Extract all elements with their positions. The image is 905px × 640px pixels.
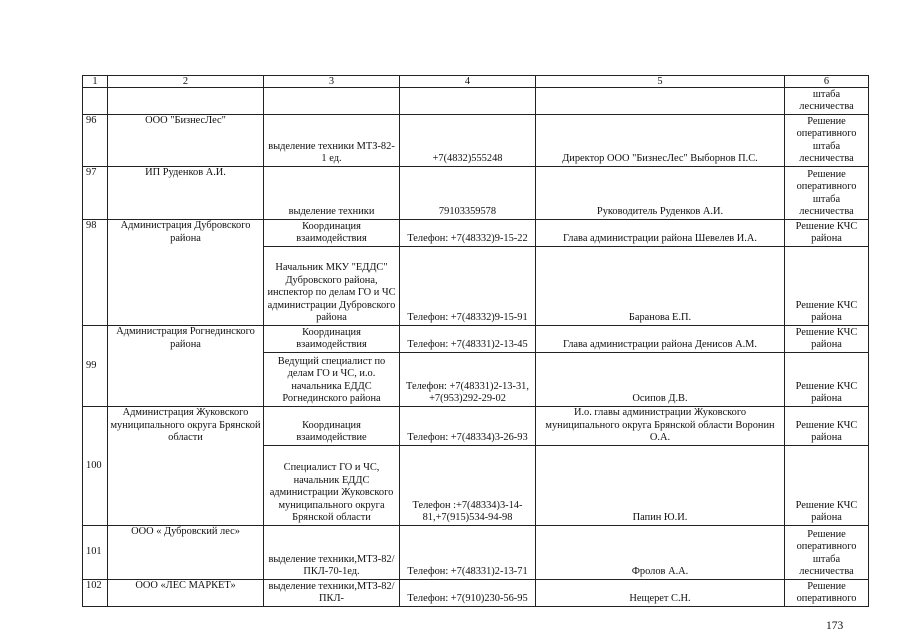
organization-cell: Администрация Жуковского муниципального округа Брянской области: [108, 407, 264, 526]
contact-cell: Директор ООО "БизнесЛес" Выборнов П.С.: [536, 115, 785, 167]
task-cell: Специалист ГО и ЧС, начальник ЕДДС администрации Жуковского муниципального округа Брянской области: [264, 446, 400, 526]
decision-cell: Решение оперативного штаба лесничества: [785, 167, 869, 220]
task-cell: выделение техники: [264, 167, 400, 220]
decision-cell: Решение оперативного штаба лесничества: [785, 115, 869, 167]
task-cell: выделение техники МТЗ-82-1 ед.: [264, 115, 400, 167]
table-row: [83, 580, 869, 607]
phone-cell: 79103359578: [400, 167, 536, 220]
phone-cell: Телефон: +7(48331)2-13-71: [400, 526, 536, 580]
header-cell: 6: [785, 76, 869, 88]
task-cell: выделение техники,МТЗ-82/ПКЛ-: [264, 580, 400, 607]
row-number: 100: [83, 407, 108, 526]
phone-cell: Телефон: +7(48331)2-13-31, +7(953)292-29-02: [400, 353, 536, 407]
organization-cell: ООО «ЛЕС МАРКЕТ»: [108, 580, 264, 607]
row-number: 98: [83, 220, 108, 326]
decision-cell: Решение оперативного: [785, 580, 869, 607]
decision-cell: Решение КЧС района: [785, 220, 869, 247]
row-number: 97: [83, 167, 108, 220]
task-cell: Координация взаимодействия: [264, 326, 400, 353]
contacts-table: [82, 75, 869, 607]
phone-cell: +7(4832)555248: [400, 115, 536, 167]
header-cell: 4: [400, 76, 536, 88]
header-cell: 1: [83, 76, 108, 88]
decision-cell: Решение КЧС района: [785, 326, 869, 353]
decision-cell: Решение КЧС района: [785, 353, 869, 407]
header-cell: 2: [108, 76, 264, 88]
contact-cell: Баранова Е.П.: [536, 247, 785, 326]
row-number: 99: [83, 326, 108, 407]
phone-cell: Телефон: +7(910)230-56-95: [400, 580, 536, 607]
phone-cell: Телефон :+7(48334)3-14-81,+7(915)534-94-98: [400, 446, 536, 526]
task-cell: Координация взаимодействия: [264, 220, 400, 247]
decision-cell: Решение КЧС района: [785, 247, 869, 326]
table-row: [83, 526, 869, 580]
decision-cell: Решение оперативного штаба лесничества: [785, 526, 869, 580]
decision-cell: штаба лесничества: [785, 88, 869, 115]
contact-cell: Глава администрации района Денисов А.М.: [536, 326, 785, 353]
header-cell: 5: [536, 76, 785, 88]
contact-cell: Фролов А.А.: [536, 526, 785, 580]
header-cell: 3: [264, 76, 400, 88]
task-cell: Ведущий специалист по делам ГО и ЧС, и.о. начальника ЕДДС Рогнединского района: [264, 353, 400, 407]
contact-cell: Папин Ю.И.: [536, 446, 785, 526]
contact-cell: И.о. главы администрации Жуковского муниципального округа Брянской области Воронин О.А.: [536, 407, 785, 446]
contact-cell: Нещерет С.Н.: [536, 580, 785, 607]
contact-cell: Глава администрации района Шевелев И.А.: [536, 220, 785, 247]
phone-cell: Телефон: +7(48332)9-15-91: [400, 247, 536, 326]
task-cell: Координация взаимодействие: [264, 407, 400, 446]
organization-cell: ООО « Дубровский лес»: [108, 526, 264, 580]
table-row: [83, 407, 869, 446]
row-number: 96: [83, 115, 108, 167]
organization-cell: Администрация Дубровского района: [108, 220, 264, 326]
phone-cell: Телефон: +7(48331)2-13-45: [400, 326, 536, 353]
table-row: [83, 220, 869, 247]
task-cell: выделение техники,МТЗ-82/ПКЛ-70-1ед.: [264, 526, 400, 580]
row-number: 101: [83, 526, 108, 580]
organization-cell: ИП Руденков А.И.: [108, 167, 264, 220]
row-number: 102: [83, 580, 108, 607]
table-header-row: [83, 76, 869, 88]
phone-cell: Телефон: +7(48334)3-26-93: [400, 407, 536, 446]
table-row: [83, 326, 869, 353]
decision-cell: Решение КЧС района: [785, 407, 869, 446]
page-number: 173: [826, 620, 844, 632]
task-cell: Начальник МКУ "ЕДДС" Дубровского района, инспектор по делам ГО и ЧС администрации Дубровского района: [264, 247, 400, 326]
table-row: [83, 167, 869, 220]
contact-cell: Осипов Д.В.: [536, 353, 785, 407]
table-row: [83, 115, 869, 167]
phone-cell: Телефон: +7(48332)9-15-22: [400, 220, 536, 247]
table-row: [83, 88, 869, 115]
decision-cell: Решение КЧС района: [785, 446, 869, 526]
organization-cell: ООО "БизнесЛес": [108, 115, 264, 167]
organization-cell: Администрация Рогнединского района: [108, 326, 264, 407]
contact-cell: Руководитель Руденков А.И.: [536, 167, 785, 220]
